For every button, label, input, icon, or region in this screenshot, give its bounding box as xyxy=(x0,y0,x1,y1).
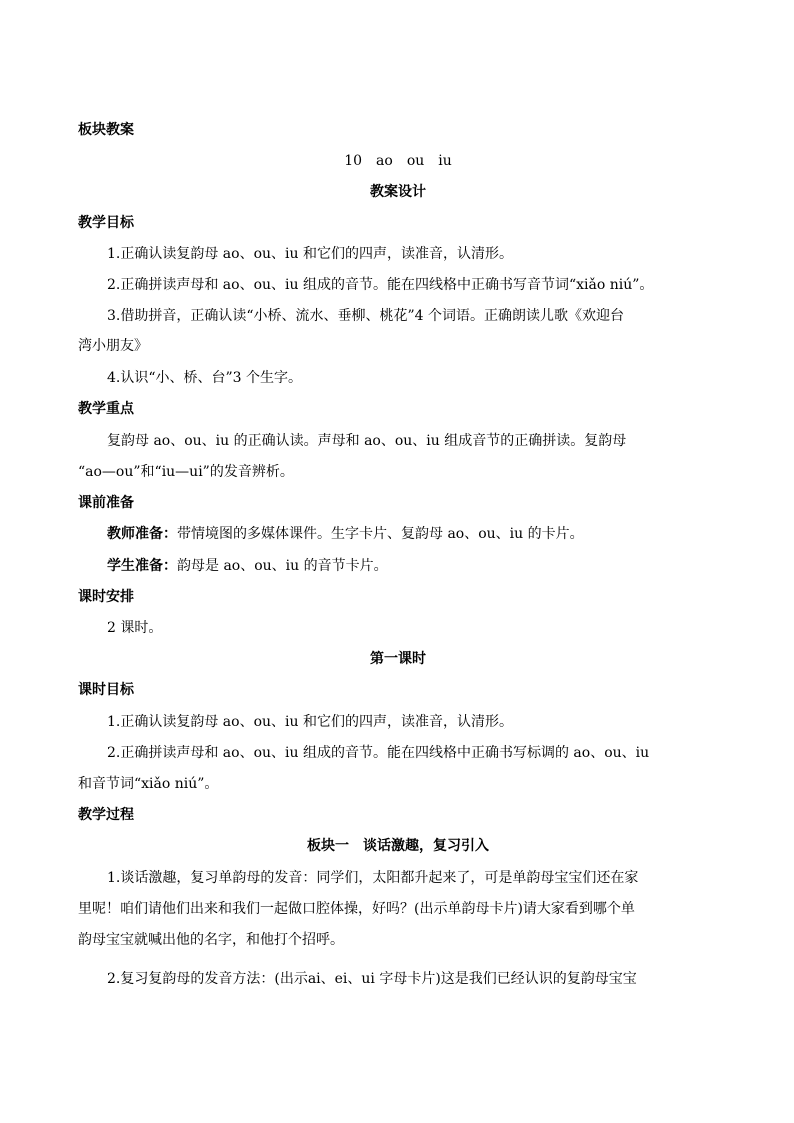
student-prep-label: 学生准备： xyxy=(107,558,177,574)
lesson1-goals-heading: 课时目标 xyxy=(78,682,134,698)
student-prep-text: 韵母是 ao、ou、iu 的音节卡片。 xyxy=(177,558,388,574)
lesson1-goal-continuation: 和音节词“xiǎo niú”。 xyxy=(78,776,219,792)
lesson-title: 10 ao ou iu xyxy=(344,153,452,169)
key-line: 复韵母 ao、ou、iu 的正确认读。声母和 ao、ou、iu 组成音节的正确拼读。复韵母 xyxy=(107,433,627,449)
block1-line: 1.谈话激趣，复习单韵母的发音：同学们，太阳都升起来了，可是单韵母宝宝们还在家 xyxy=(107,870,639,886)
student-prep xyxy=(107,556,719,576)
schedule-heading: 课时安排 xyxy=(78,589,134,605)
goal-item: 1.正确认读复韵母 ao、ou、iu 和它们的四声，读准音，认清形。 xyxy=(107,246,513,262)
block1-line: 2.复习复韵母的发音方法：(出示ai、ei、ui 字母卡片)这是我们已经认识的复韵母宝宝 xyxy=(107,971,637,987)
teacher-prep-label: 教师准备： xyxy=(107,526,177,542)
goals-heading: 教学目标 xyxy=(78,215,134,231)
goal-item: 2.正确拼读声母和 ao、ou、iu 组成的音节。能在四线格中正确书写音节词“xiǎo niú”。 xyxy=(107,277,654,293)
goal-item: 3.借助拼音，正确认读“小桥、流水、垂柳、桃花”4 个词语。正确朗读儿歌《欢迎台 xyxy=(107,308,625,324)
key-heading: 教学重点 xyxy=(78,401,134,417)
design-title: 教案设计 xyxy=(370,184,426,200)
block1-line: 里呢！咱们请他们出来和我们一起做口腔体操，好吗？(出示单韵母卡片)请大家看到哪个单 xyxy=(78,901,635,917)
process-heading: 教学过程 xyxy=(78,807,134,823)
lesson1-title: 第一课时 xyxy=(370,651,426,667)
key-line: “ao—ou”和“iu—ui”的发音辨析。 xyxy=(78,464,294,480)
teacher-prep xyxy=(107,524,719,544)
prep-heading: 课前准备 xyxy=(78,495,134,511)
goal-item: 4.认识“小、桥、台”3 个生字。 xyxy=(107,370,303,386)
schedule-text: 2 课时。 xyxy=(107,620,163,636)
document-heading: 板块教案 xyxy=(78,122,134,138)
lesson1-goal: 2.正确拼读声母和 ao、ou、iu 组成的音节。能在四线格中正确书写标调的 ao、ou、iu xyxy=(107,745,650,761)
block1-line: 韵母宝宝就喊出他的名字，和他打个招呼。 xyxy=(78,932,344,948)
lesson1-goal: 1.正确认读复韵母 ao、ou、iu 和它们的四声，读准音，认清形。 xyxy=(107,714,513,730)
goal-item-continuation: 湾小朋友》 xyxy=(78,338,148,354)
block1-title: 板块一 谈话激趣，复习引入 xyxy=(307,838,489,854)
teacher-prep-text: 带情境图的多媒体课件。生字卡片、复韵母 ao、ou、iu 的卡片。 xyxy=(177,526,584,542)
